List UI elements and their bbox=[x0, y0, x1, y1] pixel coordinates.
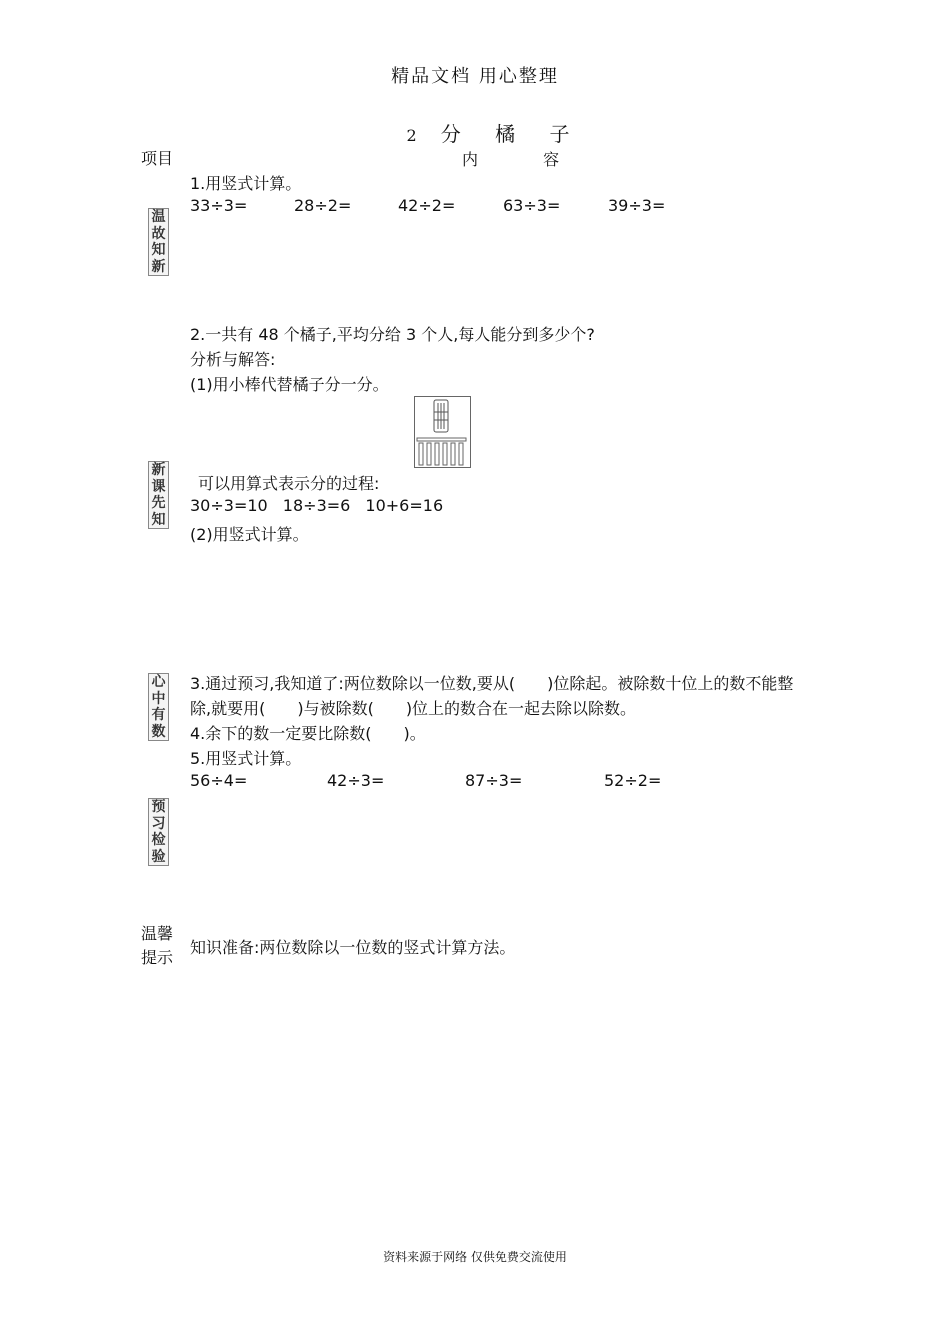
q2-label: 2.一共有 48 个橘子,平均分给 3 个人,每人能分到多少个? bbox=[190, 325, 595, 344]
q5-item: 87÷3= bbox=[465, 771, 523, 790]
page-footer: 资料来源于网络 仅供免费交流使用 bbox=[383, 1250, 567, 1264]
q1-item: 63÷3= bbox=[503, 196, 561, 215]
page-header: 精品文档 用心整理 bbox=[391, 66, 559, 87]
lesson-title bbox=[0, 118, 950, 147]
q1-label: 1.用竖式计算。 bbox=[190, 174, 302, 193]
section-label-mind: 心中有数 bbox=[148, 673, 169, 741]
q1-item: 42÷2= bbox=[398, 196, 456, 215]
q2-step1: (1)用小棒代替橘子分一分。 bbox=[190, 375, 389, 394]
q1-item: 39÷3= bbox=[608, 196, 666, 215]
section-label-review: 温故知新 bbox=[148, 208, 169, 276]
tip-text: 知识准备:两位数除以一位数的竖式计算方法。 bbox=[190, 938, 516, 957]
q2-analysis: 分析与解答: bbox=[190, 350, 276, 369]
section-label-check: 预习检验 bbox=[148, 798, 169, 866]
q5-item: 56÷4= bbox=[190, 771, 248, 790]
q5-item: 52÷2= bbox=[604, 771, 662, 790]
q1-items bbox=[190, 196, 810, 218]
q1-item: 28÷2= bbox=[294, 196, 352, 215]
tip-label: 温馨提示 bbox=[141, 924, 174, 967]
q5-items bbox=[190, 771, 810, 793]
q1-item: 33÷3= bbox=[190, 196, 248, 215]
q2-express: 可以用算式表示分的过程: bbox=[198, 474, 380, 493]
q2-formula: 30÷3=10 18÷3=6 10+6=16 bbox=[190, 496, 444, 515]
sticks-figure bbox=[414, 396, 471, 468]
q3-line1: 3.通过预习,我知道了:两位数除以一位数,要从( )位除起。被除数十位上的数不能整 bbox=[190, 674, 794, 693]
lesson-title-text: 分 橘 子 bbox=[440, 122, 584, 146]
column-header-content: 内 容 bbox=[462, 150, 590, 169]
q4-text: 4.余下的数一定要比除数( )。 bbox=[190, 724, 426, 743]
q5-label: 5.用竖式计算。 bbox=[190, 749, 302, 768]
column-header-item: 项目 bbox=[141, 149, 174, 168]
section-label-newlesson: 新课先知 bbox=[148, 461, 169, 529]
lesson-number: 2 bbox=[406, 126, 441, 145]
q2-step2: (2)用竖式计算。 bbox=[190, 525, 309, 544]
q5-item: 42÷3= bbox=[327, 771, 385, 790]
q3-line2: 除,就要用( )与被除数( )位上的数合在一起去除以除数。 bbox=[190, 699, 637, 718]
